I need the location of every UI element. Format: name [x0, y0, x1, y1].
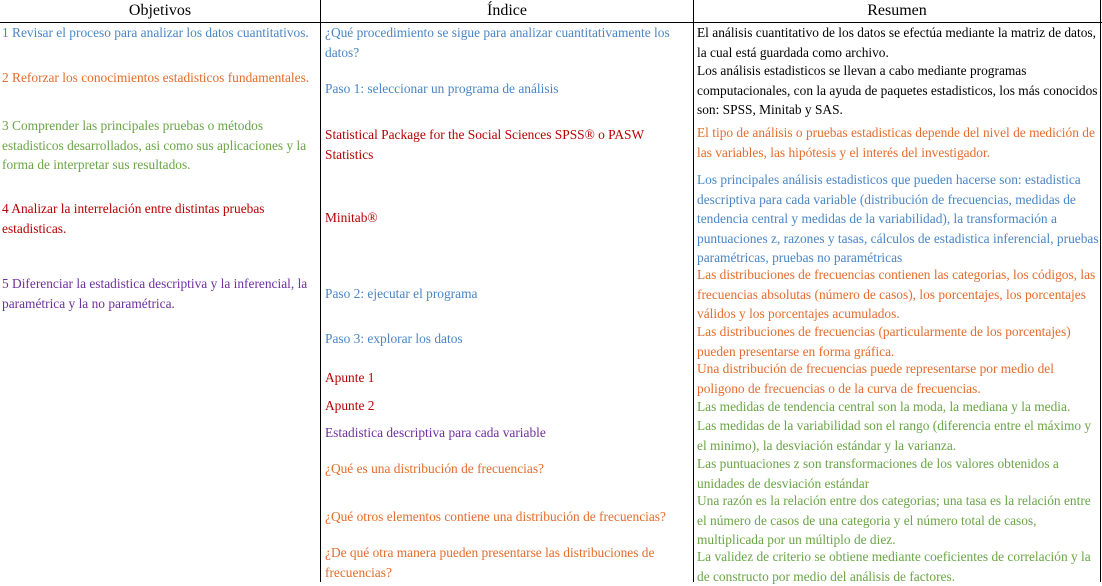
indice-link[interactable]: Statistical Package for the Social Sciences SPSS® o PASW Statistics — [325, 127, 644, 162]
indice-link[interactable]: ¿Qué procedimiento se sigue para analizar cuantitativamente los datos? — [325, 25, 670, 60]
objetivo-item: 2 Reforzar los conocimientos estadisticos fundamentales. — [2, 70, 310, 85]
resumen-item: El tipo de análisis o pruebas estadisticas depende del nivel de medición de las variables, las hipótesis y el interés del investigador. — [697, 125, 1095, 160]
resumen-item: El análisis cuantitativo de los datos se efectúa mediante la matriz de datos, la cual está guardada como archivo. — [697, 25, 1096, 60]
table-right-border — [1100, 0, 1101, 582]
indice-link[interactable]: ¿Qué otros elementos contiene una distribución de frecuencias? — [325, 509, 666, 524]
objetivo-item: 5 Diferenciar la estadistica descriptiva y la inferencial, la paramétrica y la no paramétrica. — [2, 276, 308, 311]
resumen-item: Las medidas de la variabilidad son el rango (diferencia entre el máximo y el minimo), la desviación estándar y la varianza. — [697, 418, 1092, 453]
resumen-item: Los principales análisis estadisticos que pueden hacerse son: estadistica descriptiva para cada variable (distribución de frecuencias, medidas de tendencia central y medidas de la variabilidad), la transformación a puntuaciones z, razones y tasas, cálculos de estadistica inferencial, pruebas paramétricas, pruebas no paramétricas — [697, 172, 1099, 265]
resumen-item: Una razón es la relación entre dos categorias; una tasa es la relación entre el número de casos de una categoria y el número total de casos, multiplicada por un múltiplo de diez. — [697, 493, 1091, 547]
column-divider — [693, 0, 694, 582]
resumen-item: Los análisis estadisticos se llevan a cabo mediante programas computacionales, con la ayuda de paquetes estadisticos, los más conocidos son: SPSS, Minitab y SAS. — [697, 63, 1098, 117]
indice-link[interactable]: Estadistica descriptiva para cada variable — [325, 425, 546, 440]
indice-link[interactable]: Apunte 2 — [325, 398, 375, 413]
resumen-item: Las distribuciones de frecuencias (particularmente de los porcentajes) pueden presentarse en forma gráfica. — [697, 324, 1071, 359]
indice-link[interactable]: ¿Qué es una distribución de frecuencias? — [325, 461, 544, 476]
indice-link[interactable]: ¿De qué otra manera pueden presentarse las distribuciones de frecuencias? — [325, 545, 655, 580]
resumen-item: Las puntuaciones z son transformaciones de los valores obtenidos a unidades de desviación estándar — [697, 456, 1059, 491]
indice-link[interactable]: Paso 2: ejecutar el programa — [325, 286, 478, 301]
column-divider — [320, 0, 321, 582]
header-indice: Índice — [487, 2, 527, 19]
header-objetivos: Objetivos — [128, 2, 192, 19]
indice-link[interactable]: Apunte 1 — [325, 370, 375, 385]
resumen-item: Las medidas de tendencia central son la moda, la mediana y la media. — [697, 399, 1071, 414]
resumen-item: Una distribución de frecuencias puede representarse por medio del poligono de frecuencias o de la curva de frecuencias. — [697, 361, 1054, 396]
objetivo-item: 3 Comprender las principales pruebas o métodos estadisticos desarrollados, asi como sus aplicaciones y la forma de interpretar sus resultados. — [2, 118, 307, 172]
table-header-row — [0, 0, 1102, 23]
indice-link[interactable]: Paso 1: seleccionar un programa de análisis — [325, 81, 559, 96]
objetivo-item: 1 Revisar el proceso para analizar los datos cuantitativos. — [2, 25, 309, 40]
objetivo-item: 4 Analizar la interrelación entre distintas pruebas estadisticas. — [2, 201, 265, 236]
resumen-item: Las distribuciones de frecuencias contienen las categorias, los códigos, las frecuencias absolutas (número de casos), los porcentajes, los porcentajes válidos y los porcentajes acumulados. — [697, 267, 1096, 321]
header-resumen: Resumen — [867, 2, 927, 19]
indice-link[interactable]: Paso 3: explorar los datos — [325, 331, 463, 346]
indice-link[interactable]: Minitab® — [325, 210, 378, 225]
resumen-item: La validez de criterio se obtiene mediante coeficientes de correlación y la de constructo por medio del análisis de factores. — [697, 549, 1091, 584]
